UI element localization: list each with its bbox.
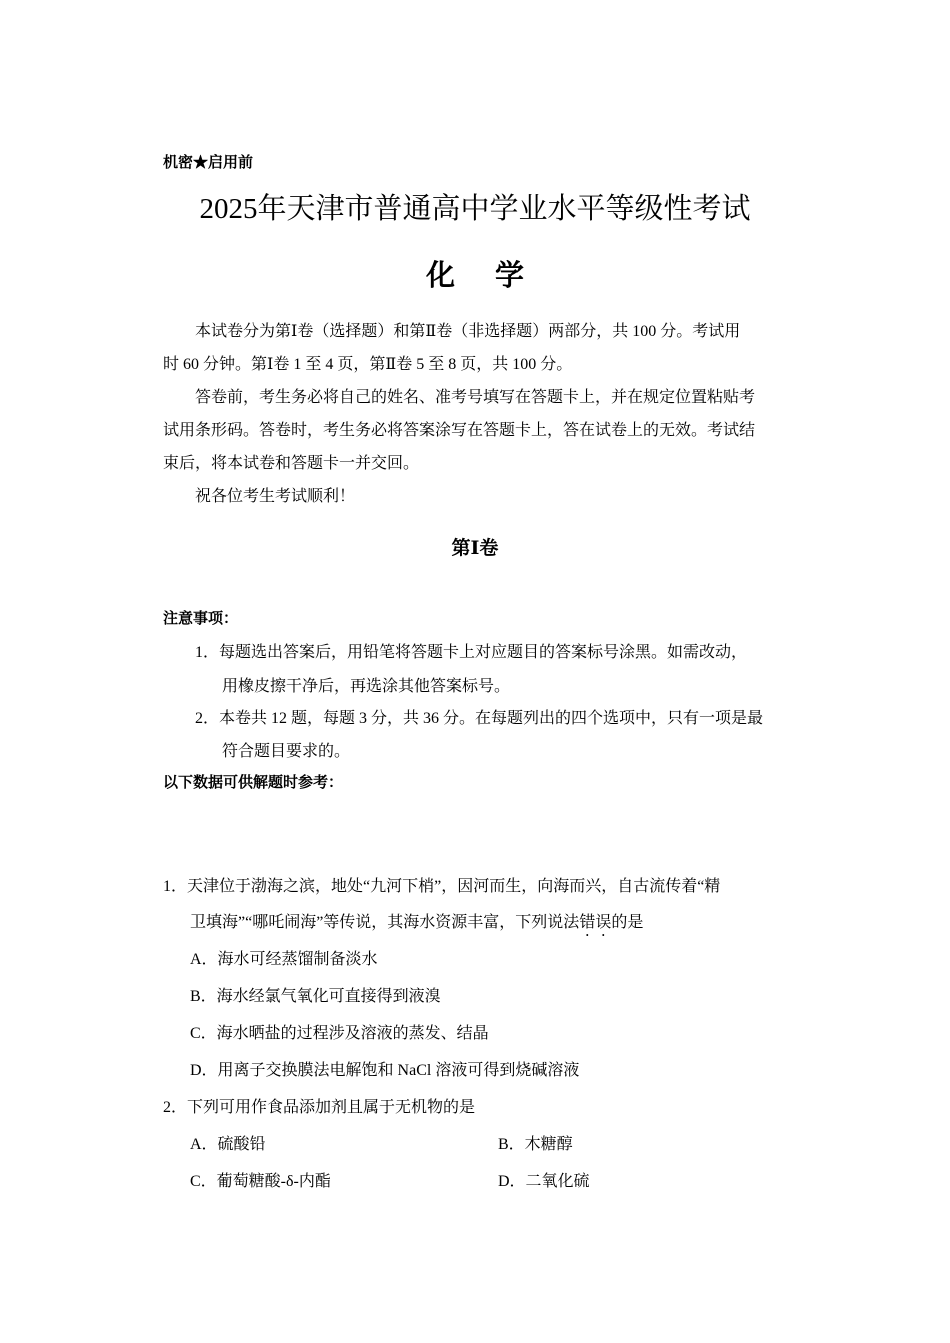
intro-paragraph-3: 祝各位考生考试顺利！ <box>195 488 356 505</box>
note-2-line-2: 符合题目要求的。 <box>222 743 351 760</box>
intro-paragraph-2-line-1: 答卷前，考生务必将自己的姓名、准考号填写在答题卡上，并在规定位置粘贴考 <box>195 389 756 406</box>
question-1-option-c: C．海水晒盐的过程涉及溶液的蒸发、结晶 <box>190 1025 489 1042</box>
question-1-line-1: 1．天津位于渤海之滨，地处“九河下梢”，因河而生，向海而兴，自古流传着“精 <box>163 878 721 895</box>
question-2-option-a: A．硫酸铅 <box>190 1136 266 1153</box>
confidential-label: 机密★启用前 <box>163 155 254 171</box>
question-2-option-d: D．二氧化硫 <box>498 1173 590 1190</box>
reference-data-label: 以下数据可供解题时参考： <box>163 775 344 791</box>
intro-paragraph-2-line-3: 束后，将本试卷和答题卡一并交回。 <box>163 455 420 472</box>
exam-title: 2025年天津市普通高中学业水平等级性考试 <box>199 193 751 225</box>
note-1-line-1: 1．每题选出答案后，用铅笔将答题卡上对应题目的答案标号涂黑。如需改动， <box>195 644 748 661</box>
intro-paragraph-1-line-2: 时 60 分钟。第Ⅰ卷 1 至 4 页，第Ⅱ卷 5 至 8 页，共 100 分。 <box>163 356 573 373</box>
question-2-stem: 2．下列可用作食品添加剂且属于无机物的是 <box>163 1099 476 1116</box>
question-2-option-b: B．木糖醇 <box>498 1136 573 1153</box>
question-1-option-d: D．用离子交换膜法电解饱和 NaCl 溶液可得到烧碱溶液 <box>190 1062 580 1079</box>
notes-label: 注意事项： <box>163 611 239 627</box>
question-1-option-b: B．海水经氯气氧化可直接得到液溴 <box>190 988 441 1005</box>
question-1-line-2 <box>190 909 643 940</box>
intro-paragraph-1-line-1: 本试卷分为第Ⅰ卷（选择题）和第Ⅱ卷（非选择题）两部分，共 100 分。考试用 <box>195 323 741 340</box>
section-title: 第Ⅰ卷 <box>451 538 499 559</box>
note-1-line-2: 用橡皮擦干净后，再选涂其他答案标号。 <box>222 678 511 695</box>
intro-paragraph-2-line-2: 试用条形码。答卷时，考生务必将答案涂写在答题卡上，答在试卷上的无效。考试结 <box>163 422 756 439</box>
question-2-option-c: C．葡萄糖酸-δ-内酯 <box>190 1173 331 1190</box>
subject-title: 化学 <box>425 260 564 292</box>
question-1-emphasis: 错误 <box>579 914 612 931</box>
question-1-option-a: A．海水可经蒸馏制备淡水 <box>190 951 378 968</box>
note-2-line-1: 2．本卷共 12 题，每题 3 分，共 36 分。在每题列出的四个选项中，只有一项是最 <box>195 710 764 727</box>
question-1-text-pre: 卫填海”“哪吒闹海”等传说，其海水资源丰富，下列说法 <box>190 914 580 931</box>
question-1-text-post: 的是 <box>611 914 644 931</box>
